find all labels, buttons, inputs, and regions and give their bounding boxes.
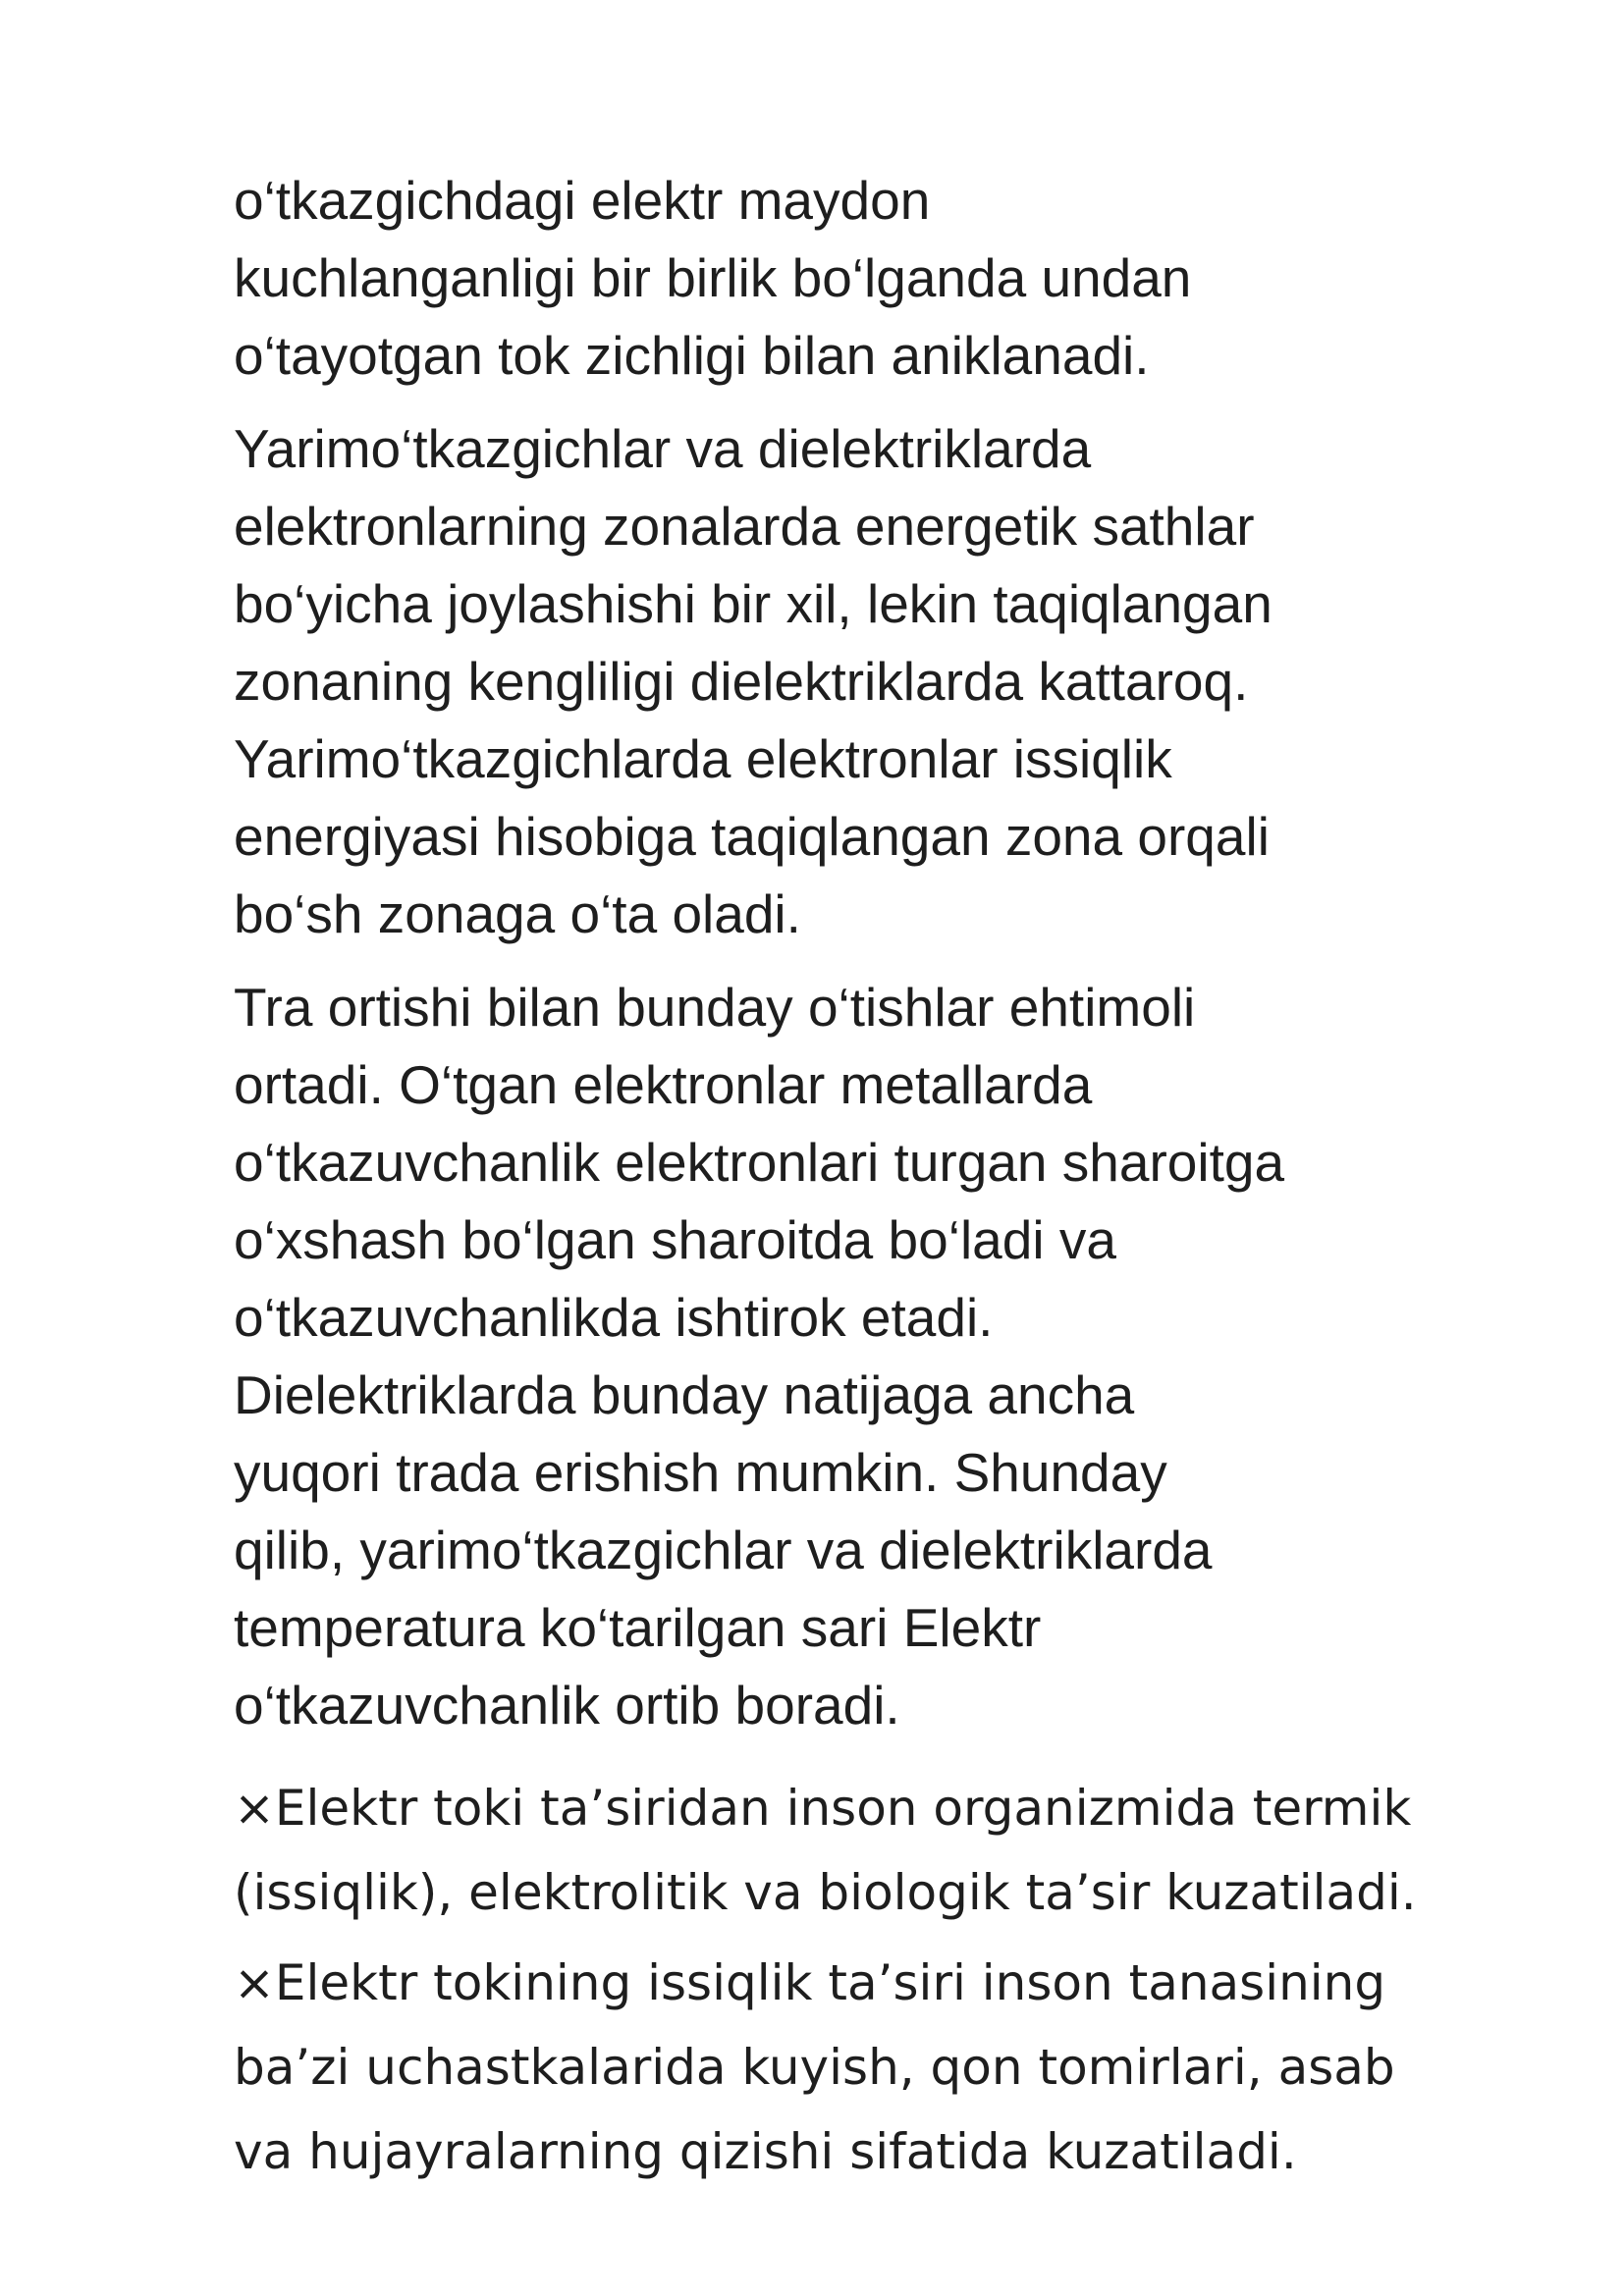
text-line: o‘tkazuvchanlik elektronlari turgan sharoitga — [234, 1132, 1285, 1193]
bullet-line: (issiqlik), elektrolitik va biologik ta’sir kuzatiladi. — [234, 1864, 1417, 1921]
bullet-item-effects — [234, 1766, 1540, 1935]
bullet-line: ba’zi uchastkalarida kuyish, qon tomirlari, asab — [234, 2039, 1395, 2096]
text-line: o‘tkazgichdagi elektr maydon — [234, 170, 931, 231]
text-line: o‘tayotgan tok zichligi bilan aniklanadi. — [234, 325, 1150, 386]
text-line: bo‘sh zonaga o‘ta oladi. — [234, 883, 801, 944]
paragraph-conductivity-definition — [234, 162, 1540, 395]
text-line: Tra ortishi bilan bunday o‘tishlar ehtimoli — [234, 977, 1196, 1038]
bullet-line — [234, 1941, 1540, 2025]
text-line: yuqori trada erishish mumkin. Shunday — [234, 1442, 1167, 1503]
text-line: qilib, yarimo‘tkazgichlar va dielektriklarda — [234, 1520, 1213, 1580]
paragraph-temperature-effect — [234, 969, 1540, 1744]
bullet-text: Elektr tokining issiqlik ta’siri inson tanasining — [274, 1954, 1386, 2011]
cross-bullet-icon: × — [234, 1954, 275, 2011]
bullet-list — [234, 1766, 1540, 2194]
text-line: temperatura ko‘tarilgan sari Elektr — [234, 1597, 1042, 1658]
text-line: zonaning kengliligi dielektriklarda kattaroq. — [234, 651, 1249, 712]
text-line: Yarimo‘tkazgichlar va dielektriklarda — [234, 418, 1092, 479]
cross-bullet-icon: × — [234, 1780, 275, 1837]
document-page — [234, 162, 1540, 2194]
text-line: Dielektriklarda bunday natijaga ancha — [234, 1364, 1135, 1425]
paragraph-band-structure — [234, 410, 1540, 953]
bullet-text: Elektr toki ta’siridan inson organizmida termik — [274, 1780, 1412, 1837]
text-line: o‘xshash bo‘lgan sharoitda bo‘ladi va — [234, 1209, 1116, 1270]
text-line: ortadi. O‘tgan elektronlar metallarda — [234, 1054, 1093, 1115]
text-line: elektronlarning zonalarda energetik sathlar — [234, 496, 1255, 557]
text-line: kuchlanganligi bir birlik bo‘lganda undan — [234, 247, 1192, 308]
text-line: energiyasi hisobiga taqiqlangan zona orqali — [234, 806, 1270, 867]
text-line: Yarimo‘tkazgichlarda elektronlar issiqlik — [234, 728, 1172, 789]
text-line: o‘tkazuvchanlik ortib boradi. — [234, 1675, 900, 1735]
text-line: bo‘yicha joylashishi bir xil, lekin taqiqlangan — [234, 573, 1272, 634]
bullet-line — [234, 1766, 1540, 1850]
bullet-line: va hujayralarning qizishi sifatida kuzatiladi. — [234, 2123, 1297, 2180]
bullet-item-thermal-effect — [234, 1941, 1540, 2194]
text-line: o‘tkazuvchanlikda ishtirok etadi. — [234, 1287, 994, 1348]
